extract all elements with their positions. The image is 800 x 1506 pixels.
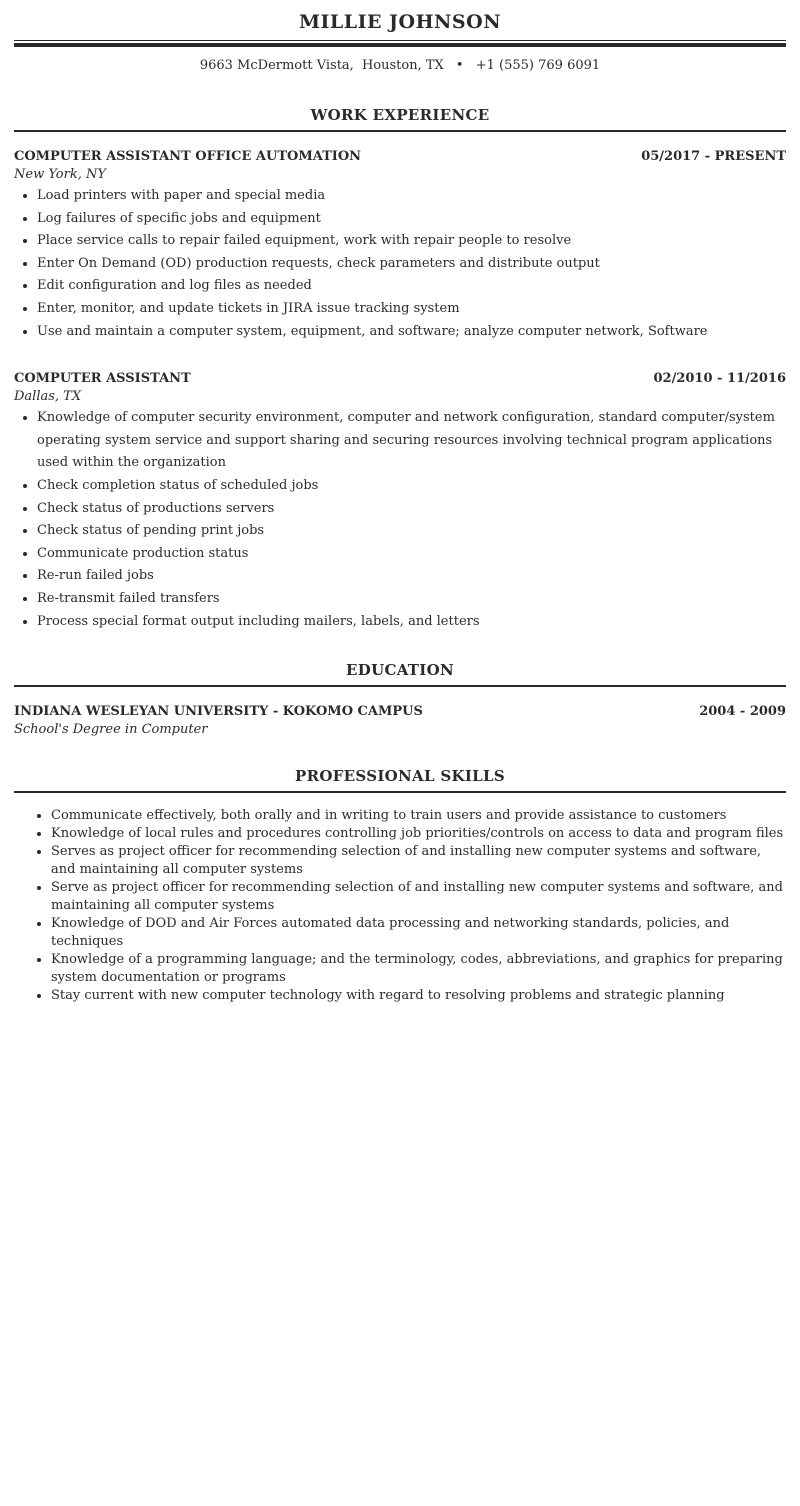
list-item: • Check status of productions servers — [37, 498, 786, 521]
header-thick-rule — [14, 43, 786, 47]
job-location: Dallas, TX — [14, 389, 82, 405]
list-item: • Log failures of specific jobs and equipment — [37, 208, 786, 231]
list-item: • Enter, monitor, and update tickets in JIRA issue tracking system — [37, 298, 786, 321]
section-rule — [14, 791, 786, 793]
list-item: • Re-transmit failed transfers — [37, 588, 786, 611]
section-title-skills: PROFESSIONAL SKILLS — [295, 767, 505, 786]
list-item: • Knowledge of computer security environment, computer and network configuration, standard computer/system operating system service and support sharing and securing resources involving technical program applications used within the organization — [37, 407, 786, 475]
job-header — [14, 149, 786, 165]
contact-separator: • — [455, 58, 464, 73]
section-title-education: EDUCATION — [346, 661, 454, 680]
list-item: • Process special format output including mailers, labels, and letters — [37, 611, 786, 634]
contact-address: 9663 McDermott Vista, — [199, 58, 354, 73]
job-duties-list — [14, 407, 786, 633]
contact-line — [14, 58, 786, 74]
list-item: • Load printers with paper and special media — [37, 185, 786, 208]
list-item: • Check completion status of scheduled jobs — [37, 475, 786, 498]
school-name: INDIANA WESLEYAN UNIVERSITY - KOKOMO CAMPUS — [14, 704, 423, 720]
education-entry — [14, 704, 786, 738]
skills-list — [14, 807, 786, 1005]
section-rule — [14, 130, 786, 132]
list-item: • Knowledge of a programming language; and the terminology, codes, abbreviations, and graphics for preparing system documentation or programs — [51, 951, 786, 987]
list-item: • Stay current with new computer technology with regard to resolving problems and strategic planning — [51, 987, 786, 1005]
job-entry — [14, 149, 786, 343]
job-header — [14, 371, 786, 387]
job-location: New York, NY — [14, 167, 106, 182]
job-dates: 02/2010 - 11/2016 — [653, 371, 786, 387]
job-entry — [14, 371, 786, 633]
section-title-work: WORK EXPERIENCE — [310, 106, 490, 124]
list-item: • Knowledge of local rules and procedures controlling job priorities/controls on access to data and program files — [51, 825, 786, 843]
contact-phone: +1 (555) 769 6091 — [475, 58, 601, 73]
list-item: • Check status of pending print jobs — [37, 520, 786, 543]
education-section — [14, 661, 786, 738]
list-item: • Communicate production status — [37, 543, 786, 566]
job-title: COMPUTER ASSISTANT OFFICE AUTOMATION — [14, 149, 362, 164]
list-item: • Serve as project officer for recommending selection of and installing new computer systems and software, and maintaining all computer systems — [51, 879, 786, 915]
list-item: • Communicate effectively, both orally and in writing to train users and provide assistance to customers — [51, 807, 786, 825]
job-title: COMPUTER ASSISTANT — [14, 371, 191, 387]
work-experience-section — [14, 106, 786, 633]
list-item: • Enter On Demand (OD) production requests, check parameters and distribute output — [37, 253, 786, 276]
list-item: • Place service calls to repair failed equipment, work with repair people to resolve — [37, 230, 786, 253]
list-item: • Serves as project officer for recommending selection of and installing new computer systems and software, and maintaining all computer systems — [51, 843, 786, 879]
list-item: • Re-run failed jobs — [37, 565, 786, 588]
education-dates: 2004 - 2009 — [699, 704, 786, 720]
list-item: • Use and maintain a computer system, equipment, and software; analyze computer network, Software — [37, 321, 786, 344]
list-item: • Knowledge of DOD and Air Forces automated data processing and networking standards, policies, and techniques — [51, 915, 786, 951]
job-duties-list — [14, 185, 786, 343]
candidate-name: MILLIE JOHNSON — [298, 11, 502, 33]
job-dates: 05/2017 - PRESENT — [641, 149, 786, 164]
list-item: • Edit configuration and log files as needed — [37, 275, 786, 298]
section-rule — [14, 685, 786, 687]
education-header — [14, 704, 786, 720]
skills-section — [14, 767, 786, 1005]
degree: School's Degree in Computer — [14, 722, 208, 738]
contact-city: Houston, TX — [361, 58, 444, 73]
